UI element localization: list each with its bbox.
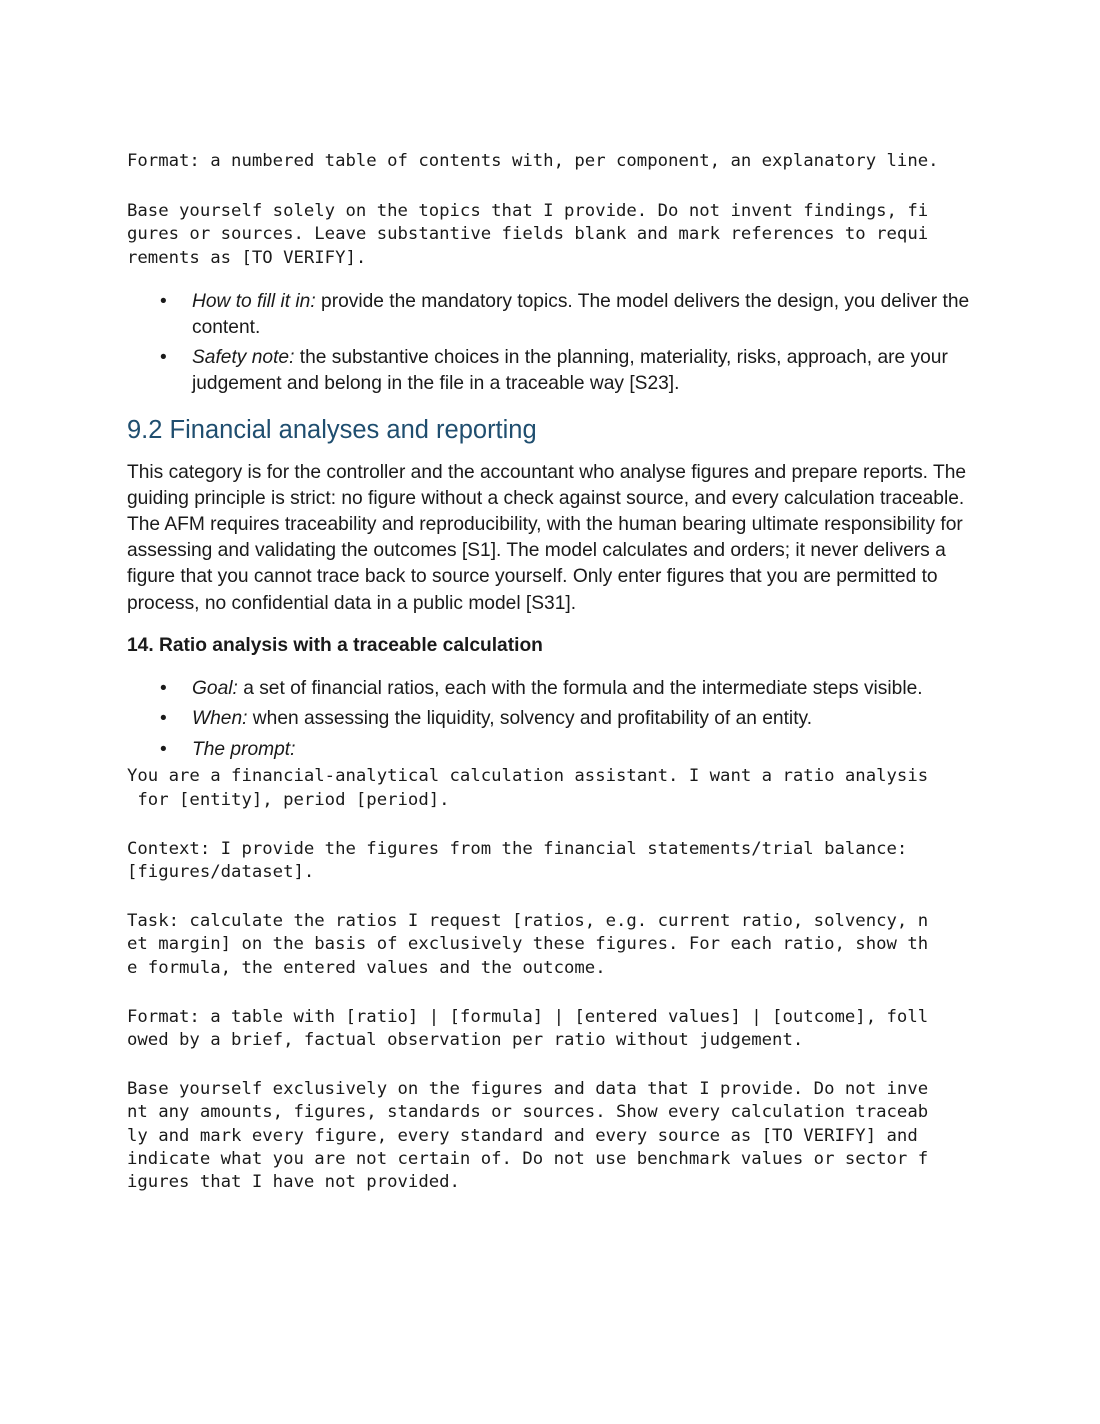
code-line: rements as [TO VERIFY].: [127, 247, 367, 268]
bullet-text: a set of financial ratios, each with the formula and the intermediate steps visible.: [237, 677, 923, 699]
document-page: [127, 150, 987, 1194]
code-line: Context: I provide the figures from the financial statements/trial balance:: [127, 838, 908, 859]
prompt-code-block: [127, 765, 987, 1194]
code-line: Format: a numbered table of contents with, per component, an explanatory line.: [127, 151, 939, 171]
list-item: [127, 289, 987, 341]
list-item: [127, 676, 987, 702]
bullet-text: provide the mandatory topics. The model delivers the design, you deliver the content.: [192, 290, 970, 339]
section-paragraph: This category is for the controller and the accountant who analyse figures and prepare reports. The guiding principle is strict: no figure without a check against source, and every calculation traceable. The AFM requires traceability and reproducibility, with the human bearing ultimate responsibility for assessing and validating the outcomes [S1]. The model calculates and orders; it never delivers a figure that you cannot trace back to source yourself. Only enter figures that you are permitted to process, no confidential data in a public model [S31].: [127, 461, 967, 614]
bullet-icon: •: [160, 290, 167, 312]
bullet-label: The prompt:: [192, 739, 296, 761]
bullet-label: Goal:: [192, 677, 238, 699]
code-line: igures that I have not provided.: [127, 1172, 460, 1193]
intro-code-block: [127, 150, 987, 270]
code-line: owed by a brief, factual observation per ratio without judgement.: [127, 1030, 804, 1051]
bullet-label: When:: [192, 708, 248, 730]
list-item: [127, 345, 987, 397]
item-bullet-list: [127, 676, 987, 764]
code-line: Base yourself exclusively on the figures and data that I provide. Do not inve: [127, 1079, 929, 1100]
code-line: You are a financial-analytical calculation assistant. I want a ratio analysis: [127, 766, 929, 787]
code-line: e formula, the entered values and the outcome.: [127, 957, 606, 978]
code-line: Base yourself solely on the topics that I provide. Do not invent findings, fi: [127, 201, 929, 222]
bullet-label: Safety note:: [192, 347, 295, 369]
bullet-icon: •: [160, 739, 167, 761]
intro-bullet-list: [127, 289, 987, 398]
bullet-label: How to fill it in:: [192, 290, 316, 312]
code-line: gures or sources. Leave substantive fields blank and mark references to requi: [127, 224, 929, 245]
code-line: ly and mark every figure, every standard and every source as [TO VERIFY] and: [127, 1125, 918, 1146]
code-line: Task: calculate the ratios I request [ratios, e.g. current ratio, solvency, n: [127, 911, 929, 932]
bullet-icon: •: [160, 708, 167, 730]
item-heading: 14. Ratio analysis with a traceable calculation: [127, 634, 543, 656]
bullet-text: the substantive choices in the planning, materiality, risks, approach, are your judgement and belong in the file in a traceable way [S23].: [192, 347, 948, 395]
code-line: Format: a table with [ratio] | [formula] | [entered values] | [outcome], foll: [127, 1006, 929, 1027]
section-title: 9.2 Financial analyses and reporting: [127, 415, 537, 444]
code-line: for [entity], period [period].: [127, 789, 450, 810]
code-line: et margin] on the basis of exclusively these figures. For each ratio, show th: [127, 934, 929, 955]
code-line: [figures/dataset].: [127, 862, 315, 883]
bullet-text: when assessing the liquidity, solvency and profitability of an entity.: [247, 708, 813, 730]
code-line: nt any amounts, figures, standards or sources. Show every calculation traceab: [127, 1102, 929, 1123]
list-item: [127, 737, 987, 763]
list-item: [127, 706, 987, 732]
code-line: indicate what you are not certain of. Do not use benchmark values or sector f: [127, 1148, 929, 1169]
bullet-icon: •: [160, 677, 167, 699]
bullet-icon: •: [160, 347, 167, 369]
